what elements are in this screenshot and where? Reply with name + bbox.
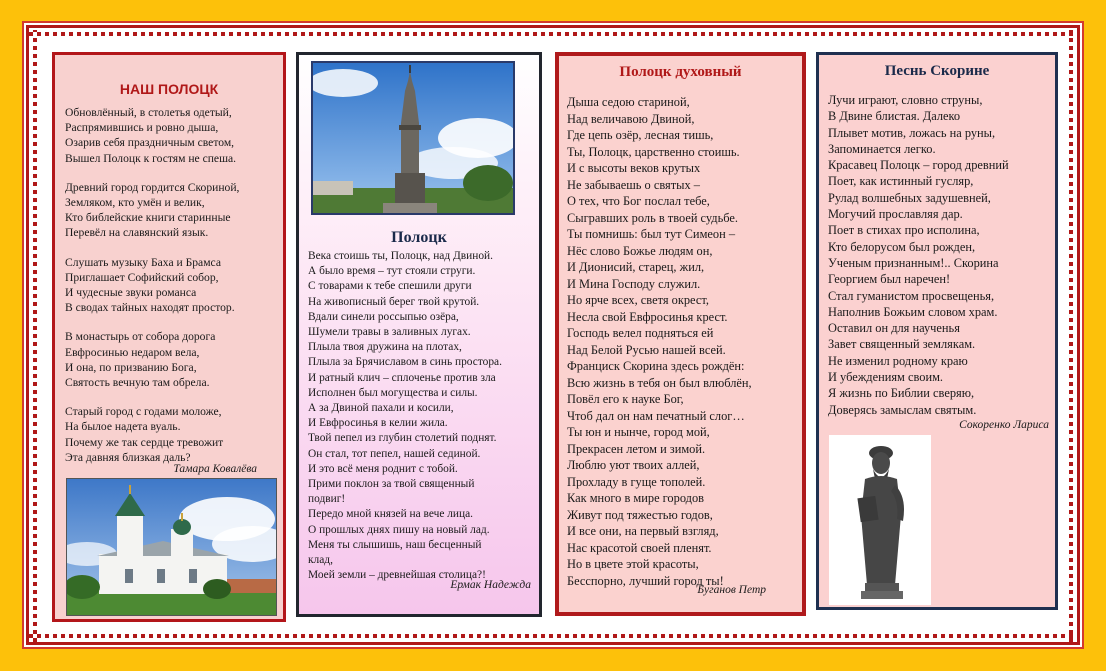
poem-line: Запоминается легко.: [828, 141, 936, 156]
poem-line: Шумели травы в заливных лугах.: [308, 326, 471, 339]
stanza: [65, 180, 239, 241]
poem-line: клад,: [308, 554, 333, 567]
poem-line: Не забываешь о святых –: [567, 177, 700, 192]
poem-line: И ратный клич – сплоченье против зла: [308, 371, 496, 384]
poem-line: Поет в стихах про исполина,: [828, 223, 980, 238]
stanza: [65, 404, 239, 465]
monument-illustration: [313, 63, 513, 213]
poem-panel-polotsk-dukhovny: [555, 52, 806, 616]
poem-line: Передо мной князей на вече лица.: [308, 508, 474, 521]
poem-text: [308, 249, 502, 583]
poem-line: Твой пепел из глубин столетий поднят.: [308, 432, 497, 445]
poem-line: Приглашает Софийский собор,: [65, 270, 219, 284]
poem-line: Люблю уют твоих аллей,: [567, 458, 700, 472]
poem-line: Кто библейские книги старинные: [65, 211, 231, 225]
church-illustration: [67, 479, 277, 616]
poem-line: Господь велел подняться ей: [567, 326, 714, 340]
poem-line: Века стоишь ты, Полоцк, над Двиной.: [308, 250, 493, 262]
stanza: [65, 105, 239, 166]
poem-line: Моей земли – древнейшая столица?!: [308, 569, 486, 582]
poem-title: Полоцк духовный: [619, 64, 742, 80]
poem-line: Стал гуманистом просвещенья,: [828, 288, 995, 303]
poem-line: Оставил он для наученья: [828, 321, 960, 336]
poem-line: В сводах тайных находят простор.: [65, 301, 235, 315]
poem-line: Меня ты слышишь, наш бесценный: [308, 538, 482, 551]
poem-text: [828, 92, 1009, 418]
poem-line: Плыла за Брячиславом в синь простора.: [308, 356, 502, 369]
poem-line: Доверясь замыслам святым.: [828, 402, 977, 417]
poem-line: И Дионисий, старец, жил,: [567, 260, 705, 274]
poem-line: О тех, что Бог послал тебе,: [567, 194, 710, 208]
poem-line: Старый город с годами моложе,: [65, 405, 222, 419]
poem-line: Древний город гордится Скориной,: [65, 180, 240, 194]
poem-line: Почему же так сердце тревожит: [65, 435, 224, 449]
poem-line: И с высоты веков крутых: [567, 161, 701, 175]
poem-line: На живописный берег твой крутой.: [308, 295, 480, 308]
stanza: [65, 255, 239, 316]
poem-line: Вышел Полоцк к гостям не спеша.: [65, 151, 237, 165]
poem-text: [65, 105, 239, 479]
poem-line: И она, по призванию Бога,: [65, 360, 197, 374]
poem-line: А было время – тут стояли струги.: [308, 265, 476, 278]
poem-line: Слушать музыку Баха и Брамса: [65, 255, 221, 269]
poem-line: Георгием был наречен!: [828, 272, 951, 287]
poem-title: Полоцк: [391, 229, 447, 246]
poem-line: Нёс слово Божье людям он,: [567, 243, 713, 258]
poem-line: Вдали синели россыпью озёра,: [308, 310, 459, 323]
poem-line: Бесспорно, лучший город ты!: [567, 573, 724, 588]
poem-line: Обновлённый, в столетья одетый,: [65, 106, 232, 119]
poem-line: Ты помнишь: был тут Симеон –: [567, 227, 736, 241]
poem-line: В Двине блистая. Далеко: [828, 109, 961, 124]
statue-photo: [829, 435, 931, 605]
poem-line: Завет священный землякам.: [828, 337, 976, 352]
poem-line: Плывет мотив, ложась на руны,: [828, 125, 996, 140]
poem-line: Ты юн и нынче, город мой,: [567, 425, 710, 439]
poem-text: [567, 94, 752, 589]
poem-line: Ученым признанным!.. Скорина: [828, 255, 999, 270]
poem-line: Сыгравших роль в твоей судьбе.: [567, 210, 738, 225]
poem-line: И чудесные звуки романса: [65, 286, 197, 300]
poem-line: Франциск Скорина здесь рождён:: [567, 359, 745, 373]
poem-line: Но ярче всех, светя окрест,: [567, 293, 709, 307]
poem-line: Лучи играют, словно струны,: [828, 93, 983, 107]
poem-line: Но в цвете этой красоты,: [567, 557, 699, 571]
poem-title: Песнь Скорине: [884, 63, 990, 79]
poem-line: Несла свой Евфросинья крест.: [567, 309, 728, 324]
poem-line: Всю жизнь в тебя он был влюблён,: [567, 375, 752, 390]
poem-line: И убеждениям своим.: [828, 370, 944, 385]
poem-line: Нас красотой своей пленят.: [567, 540, 712, 555]
poem-line: Дыша седою стариной,: [567, 95, 690, 109]
poem-line: Прекрасен летом и зимой.: [567, 441, 706, 456]
poem-line: Чтоб дал он нам печатный слог…: [567, 408, 745, 423]
poem-line: Плыла твоя дружина на плотах,: [308, 341, 462, 354]
poem-line: И это всё меня роднит с тобой.: [308, 462, 458, 475]
poem-line: Могучий прославляя дар.: [828, 207, 963, 222]
poem-line: Повёл его к науке Бог,: [567, 392, 684, 406]
poem-line: Живут под тяжестью годов,: [567, 507, 713, 522]
poem-line: Исполнен был могущества и силы.: [308, 386, 478, 399]
poem-line: Святость вечную там обрела.: [65, 376, 210, 390]
poem-line: Как много в мире городов: [567, 491, 705, 505]
poem-line: Евфросинью недаром вела,: [65, 345, 200, 359]
statue-illustration: [829, 435, 931, 605]
poem-panel-pesn-skorine: [816, 52, 1058, 610]
poem-author: Сокоренко Лариса: [959, 419, 1049, 431]
monument-photo: [311, 61, 515, 215]
stanza: [65, 329, 239, 390]
poem-line: О прошлых днях пишу на новый лад.: [308, 523, 490, 536]
poem-line: Красавец Полоцк – город древний: [828, 158, 1009, 173]
poem-line: Ты, Полоцк, царственно стоишь.: [567, 144, 740, 159]
poem-line: Прохладу в гуще тополей.: [567, 474, 706, 489]
poem-line: Земляком, кто умён и велик,: [65, 196, 205, 210]
poem-line: Поет, как истинный гусляр,: [828, 174, 974, 189]
poem-panel-nash-polotsk: [52, 52, 286, 622]
poem-line: Над величавою Двиной,: [567, 111, 695, 126]
poem-line: Наполнив Божьим словом храм.: [828, 304, 998, 319]
poem-line: Я жизнь по Библии сверяю,: [828, 386, 975, 401]
poem-line: На былое надета вуаль.: [65, 420, 181, 434]
poem-author: Тамара Ковалёва: [173, 463, 257, 475]
poem-line: подвиг!: [308, 493, 346, 506]
poem-line: Над Белой Русью нашей всей.: [567, 342, 726, 357]
poem-panel-polotsk: [296, 52, 542, 617]
poem-line: Не изменил родному краю: [828, 353, 968, 368]
poem-line: Где цепь озёр, лесная тишь,: [567, 128, 714, 142]
poem-line: Озарив себя праздничным светом,: [65, 136, 235, 150]
poem-line: А за Двиной пахали и косили,: [308, 402, 454, 415]
poem-title: НАШ ПОЛОЦК: [119, 81, 219, 97]
poem-author: Буганов Петр: [697, 584, 766, 596]
poem-line: Рулад волшебных задушевней,: [828, 190, 991, 205]
poem-line: Распрямившись и ровно дыша,: [65, 121, 219, 135]
poem-line: Перевёл на славянский язык.: [65, 226, 209, 240]
poem-line: С товарами к тебе спешили други: [308, 280, 472, 293]
poem-line: И Евфросинья в келии жила.: [308, 417, 448, 430]
poem-line: Кто белорусом был рожден,: [828, 239, 976, 254]
poem-line: Прими поклон за твой священный: [308, 478, 475, 491]
church-photo: [66, 478, 277, 616]
poem-line: Эта давняя близкая даль?: [65, 450, 191, 464]
poem-line: В монастырь от собора дорога: [65, 330, 216, 344]
poem-line: Он стал, тот пепел, нашей сединой.: [308, 447, 481, 460]
poem-line: И все они, на первый взгляд,: [567, 524, 719, 538]
poem-line: И Мина Господу служил.: [567, 276, 701, 291]
poem-author: Ермак Надежда: [450, 579, 531, 591]
